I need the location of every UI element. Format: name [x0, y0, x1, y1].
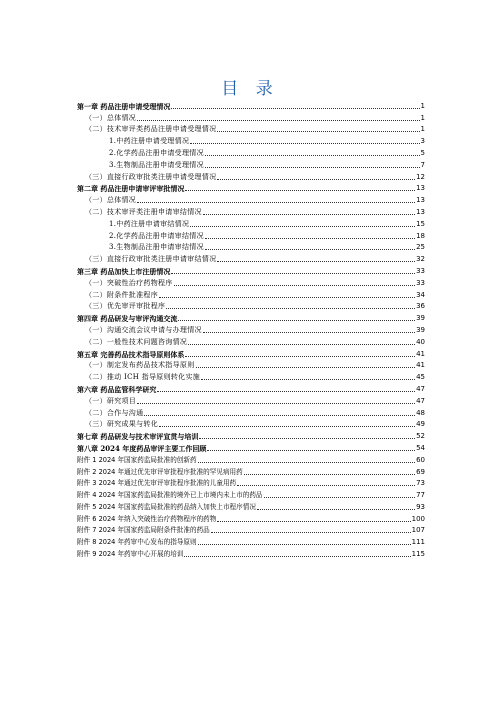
- dot-leader: [178, 320, 415, 321]
- dot-leader: [199, 438, 415, 439]
- toc-entry-title: （二）技术审评类药品注册申请受理情况: [85, 125, 217, 134]
- dot-leader: [237, 485, 415, 486]
- toc-entry-title: 第一章 药品注册申请受理情况: [77, 101, 171, 111]
- toc-entry[interactable]: [77, 406, 425, 418]
- toc-entry-page-number: 52: [416, 432, 425, 441]
- dot-leader: [257, 509, 415, 510]
- dot-leader: [171, 108, 419, 109]
- toc-entry-page-number: 111: [411, 538, 425, 547]
- dot-leader: [203, 332, 415, 333]
- dot-leader: [217, 179, 415, 180]
- dot-leader: [171, 273, 415, 274]
- toc-entry-page-number: 60: [416, 455, 425, 464]
- toc-title: 目 录: [221, 79, 279, 99]
- toc-entry[interactable]: [77, 535, 425, 547]
- toc-entry[interactable]: [77, 547, 425, 559]
- toc-entry-page-number: 1: [420, 125, 425, 134]
- toc-entry[interactable]: [77, 488, 425, 500]
- toc-entry[interactable]: [77, 453, 425, 465]
- toc-entry[interactable]: [77, 288, 425, 300]
- toc-entry[interactable]: [77, 465, 425, 477]
- toc-entry-page-number: 115: [411, 550, 425, 559]
- toc-entry-title: 附件 5 2024 年国家药监局批准的药品纳入加快上市程序情况: [77, 502, 256, 511]
- dot-leader: [137, 403, 415, 404]
- dot-leader: [205, 249, 415, 250]
- toc-entry[interactable]: [77, 300, 425, 312]
- toc-entry[interactable]: [77, 146, 425, 158]
- dot-leader: [211, 532, 411, 533]
- toc-entry-page-number: 25: [416, 243, 425, 252]
- toc-entry[interactable]: [77, 512, 425, 524]
- table-of-contents: [77, 99, 425, 559]
- toc-entry[interactable]: [77, 229, 425, 241]
- toc-entry-page-number: 12: [416, 172, 425, 181]
- toc-entry[interactable]: [77, 182, 425, 194]
- dot-leader: [174, 285, 415, 286]
- toc-entry-page-number: 36: [416, 302, 425, 311]
- toc-entry-title: 第四章 药品研发与审评沟通交流: [77, 314, 178, 324]
- toc-entry-title: 第二章 药品注册申请审评审批情况: [77, 184, 185, 194]
- toc-entry[interactable]: [77, 193, 425, 205]
- toc-entry-page-number: 47: [416, 384, 425, 393]
- toc-entry[interactable]: [77, 441, 425, 453]
- toc-entry[interactable]: [77, 205, 425, 217]
- toc-entry-page-number: 18: [416, 231, 425, 240]
- toc-entry-page-number: 1: [420, 101, 425, 110]
- toc-entry-title: 2.化学药品注册申请审结情况: [109, 231, 204, 240]
- toc-entry-title: 第八章 2024 年度药品审评主要工作回顾: [77, 443, 207, 453]
- toc-entry-page-number: 49: [416, 420, 425, 429]
- toc-entry-title: 3.生物制品注册申请审结情况: [109, 243, 204, 252]
- toc-entry-page-number: 34: [416, 290, 425, 299]
- toc-entry[interactable]: [77, 500, 425, 512]
- dot-leader: [244, 474, 415, 475]
- dot-leader: [137, 120, 419, 121]
- toc-entry-page-number: 73: [416, 479, 425, 488]
- dot-leader: [159, 426, 415, 427]
- toc-entry-page-number: 33: [416, 278, 425, 287]
- dot-leader: [205, 238, 415, 239]
- toc-entry[interactable]: [77, 323, 425, 335]
- toc-entry-page-number: 7: [420, 160, 425, 169]
- dot-leader: [166, 308, 415, 309]
- toc-entry[interactable]: [77, 134, 425, 146]
- toc-entry-title: （二）合作与沟通: [85, 408, 144, 417]
- toc-entry-title: 附件 1 2024 年国家药监局批准的创新药: [77, 455, 197, 464]
- toc-entry[interactable]: [77, 99, 425, 111]
- toc-entry-title: （二）推动 ICH 指导原则转化实施: [85, 373, 201, 382]
- toc-entry-page-number: 69: [416, 467, 425, 476]
- toc-entry-title: （一）总体情况: [85, 113, 137, 122]
- dot-leader: [264, 497, 416, 498]
- toc-entry[interactable]: [77, 418, 425, 430]
- toc-entry-title: 附件 6 2024 年纳入突破性治疗药物程序的药物: [77, 514, 217, 523]
- toc-entry-page-number: 13: [416, 184, 425, 193]
- toc-entry-title: 3.生物制品注册申请受理情况: [109, 160, 204, 169]
- toc-entry-title: 第七章 药品研发与技术审评宣贯与培训: [77, 432, 199, 442]
- toc-entry-page-number: 48: [416, 408, 425, 417]
- toc-entry-page-number: 93: [416, 502, 425, 511]
- toc-entry-page-number: 41: [416, 361, 425, 370]
- toc-entry-title: （三）直接行政审批类注册申请审结情况: [85, 255, 217, 264]
- dot-leader: [185, 190, 415, 191]
- toc-entry-page-number: 41: [416, 349, 425, 358]
- toc-entry-page-number: 40: [416, 337, 425, 346]
- toc-entry-title: （三）直接行政审批类注册申请受理情况: [85, 172, 217, 181]
- toc-entry[interactable]: [77, 359, 425, 371]
- toc-entry-title: 附件 2 2024 年通过优先审评审批程序批准的罕见病用药: [77, 467, 243, 476]
- toc-entry[interactable]: [77, 111, 425, 123]
- toc-entry-title: （二）一般性技术问题咨询情况: [85, 337, 188, 346]
- dot-leader: [201, 379, 415, 380]
- dot-leader: [196, 367, 416, 368]
- toc-entry[interactable]: [77, 524, 425, 536]
- toc-entry[interactable]: [77, 394, 425, 406]
- toc-entry-title: 2.化学药品注册申请受理情况: [109, 148, 204, 157]
- toc-entry[interactable]: [77, 429, 425, 441]
- dot-leader: [185, 356, 415, 357]
- toc-entry-page-number: 45: [416, 373, 425, 382]
- toc-entry-page-number: 1: [420, 113, 425, 122]
- toc-entry[interactable]: [77, 158, 425, 170]
- toc-entry[interactable]: [77, 276, 425, 288]
- toc-entry-page-number: 15: [416, 219, 425, 228]
- toc-entry[interactable]: [77, 335, 425, 347]
- dot-leader: [217, 131, 419, 132]
- toc-entry-page-number: 32: [416, 255, 425, 264]
- toc-entry[interactable]: [77, 217, 425, 229]
- toc-entry-page-number: 3: [420, 137, 425, 146]
- dot-leader: [198, 462, 416, 463]
- toc-entry-title: 第五章 完善药品技术指导原则体系: [77, 349, 185, 359]
- dot-leader: [184, 556, 410, 557]
- toc-entry-title: （三）研究成果与转化: [85, 420, 158, 429]
- dot-leader: [157, 391, 415, 392]
- dot-leader: [144, 415, 415, 416]
- dot-leader: [203, 214, 415, 215]
- toc-entry[interactable]: [77, 264, 425, 276]
- toc-entry[interactable]: [77, 252, 425, 264]
- toc-entry-title: （三）优先审评审批程序: [85, 302, 166, 311]
- toc-entry-page-number: 54: [416, 443, 425, 452]
- toc-entry-title: 附件 4 2024 年国家药监局批准的境外已上市境内未上市的药品: [77, 491, 263, 500]
- dot-leader: [207, 450, 415, 451]
- toc-entry-page-number: 39: [416, 314, 425, 323]
- toc-entry-title: （一）制定发布药品技术指导原则: [85, 361, 195, 370]
- dot-leader: [159, 297, 415, 298]
- toc-entry[interactable]: [77, 370, 425, 382]
- toc-entry-page-number: 39: [416, 325, 425, 334]
- toc-entry-title: 第三章 药品加快上市注册情况: [77, 266, 171, 276]
- toc-entry-title: 1.中药注册申请受理情况: [109, 137, 190, 146]
- toc-entry-page-number: 77: [416, 491, 425, 500]
- toc-entry-title: （一）总体情况: [85, 196, 137, 205]
- dot-leader: [188, 344, 415, 345]
- toc-entry-page-number: 13: [416, 207, 425, 216]
- toc-entry-page-number: 100: [411, 514, 425, 523]
- dot-leader: [205, 155, 420, 156]
- toc-entry-title: 附件 9 2024 年药审中心开展的培训: [77, 550, 184, 559]
- toc-entry-title: 附件 3 2024 年通过优先审评审批程序批准的儿童用药: [77, 479, 237, 488]
- toc-entry[interactable]: [77, 311, 425, 323]
- toc-entry-title: 附件 8 2024 年药审中心发布的指导原则: [77, 538, 197, 547]
- dot-leader: [205, 167, 420, 168]
- dot-leader: [217, 521, 410, 522]
- toc-entry-title: 附件 7 2024 年国家药监局附条件批准的药品: [77, 526, 210, 535]
- toc-entry[interactable]: [77, 241, 425, 253]
- toc-entry-page-number: 5: [420, 148, 425, 157]
- dot-leader: [190, 143, 419, 144]
- toc-entry[interactable]: [77, 123, 425, 135]
- toc-entry-page-number: 13: [416, 196, 425, 205]
- toc-entry-title: 第六章 药品监管科学研究: [77, 384, 157, 394]
- toc-entry-title: （二）技术审评类注册申请审结情况: [85, 207, 202, 216]
- dot-leader: [198, 544, 411, 545]
- toc-entry[interactable]: [77, 382, 425, 394]
- dot-leader: [190, 226, 415, 227]
- toc-entry-title: （一）突破性治疗药物程序: [85, 278, 173, 287]
- dot-leader: [137, 202, 415, 203]
- dot-leader: [217, 261, 415, 262]
- toc-entry-title: 1.中药注册申请审结情况: [109, 219, 190, 228]
- toc-entry-page-number: 33: [416, 266, 425, 275]
- toc-entry[interactable]: [77, 347, 425, 359]
- toc-entry-page-number: 107: [411, 526, 425, 535]
- toc-entry[interactable]: [77, 477, 425, 489]
- toc-entry-page-number: 47: [416, 396, 425, 405]
- toc-entry-title: （一）沟通交流会议申请与办理情况: [85, 325, 202, 334]
- toc-entry[interactable]: [77, 170, 425, 182]
- toc-entry-title: （二）附条件批准程序: [85, 290, 158, 299]
- toc-entry-title: （一）研究项目: [85, 396, 137, 405]
